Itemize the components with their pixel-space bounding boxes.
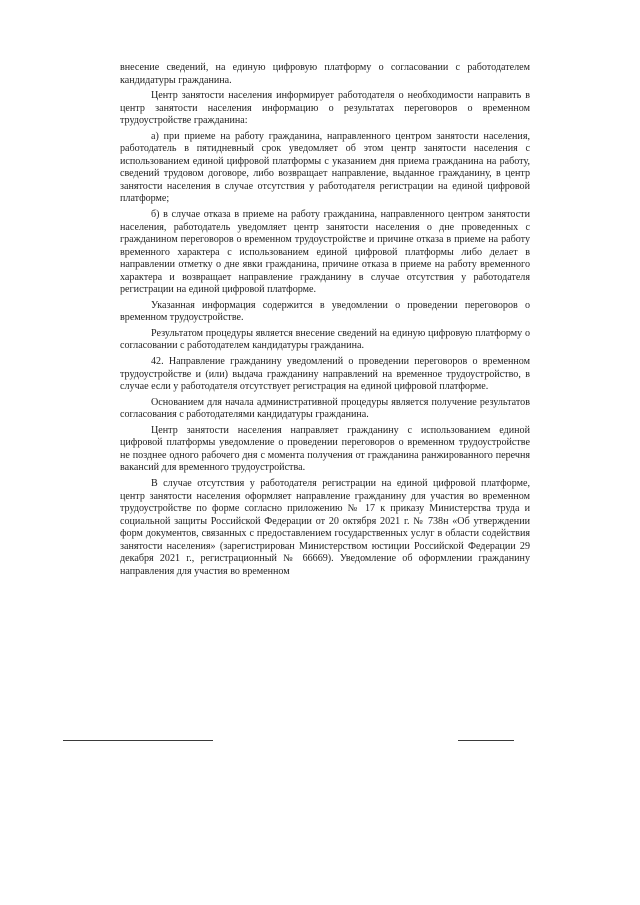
paragraph: Центр занятости населения направляет гражданину с использованием единой цифровой платформы уведомление о проведении переговоров о временном трудоустройстве не позднее одного рабочего дня с момента получения от гражданина ранжированного перечня вакансий для временного трудоустройства. xyxy=(120,424,530,474)
footer-rule-left xyxy=(63,740,213,741)
paragraph: В случае отсутствия у работодателя регистрации на единой цифровой платформе, центр занятости населения оформляет направление гражданину для участия во временном трудоустройстве по форме согласно приложению № 17 к приказу Министерства труда и социальной защиты Российской Федерации от 20 октября 2021 г. № 738н «Об утверждении форм документов, связанных с предоставлением государственных услуг в области содействия занятости населения» (зарегистрирован Министерством юстиции Российской Федерации 29 декабря 2021 г., регистрационный № 66669). Уведомление об оформлении гражданину направления для участия во временном xyxy=(120,477,530,577)
footer-rule-right xyxy=(458,740,514,741)
paragraph: Центр занятости населения информирует работодателя о необходимости направить в центр занятости населения информацию о результатах переговоров о временном трудоустройстве гражданина: xyxy=(120,90,530,127)
paragraph: Результатом процедуры является внесение сведений на единую цифровую платформу о согласовании с работодателем кандидатуры гражданина. xyxy=(120,327,530,352)
paragraph: Основанием для начала административной процедуры является получение результатов согласования с работодателями кандидатуры гражданина. xyxy=(120,396,530,421)
document-body xyxy=(120,62,530,581)
paragraph: внесение сведений, на единую цифровую платформу о согласовании с работодателем кандидатуры гражданина. xyxy=(120,62,530,86)
paragraph: 42. Направление гражданину уведомлений о проведении переговоров о временном трудоустройстве и (или) выдача гражданину направлений на временное трудоустройство, в случае если у работодателя отсутствует регистрация на единой цифровой платформе. xyxy=(120,356,530,393)
paragraph: б) в случае отказа в приеме на работу гражданина, направленного центром занятости населения, работодатель уведомляет центр занятости населения о дне проведенных с гражданином переговоров о временном трудоустройстве и причине отказа в приеме на работу временного характера с использованием единой цифровой платформы либо делает в направлении отметку о дне явки гражданина, причине отказа в приеме на работу временного характера и возвращает направление гражданину в случае отсутствия у работодателя регистрации на единой цифровой платформе. xyxy=(120,209,530,296)
paragraph: Указанная информация содержится в уведомлении о проведении переговоров о временном трудоустройстве. xyxy=(120,299,530,324)
paragraph: а) при приеме на работу гражданина, направленного центром занятости населения, работодатель в пятидневный срок уведомляет об этом центр занятости населения с использованием единой цифровой платформы с указанием дня приема гражданина на работу, сведений трудовом договоре, либо возвращает направление, выданное гражданину, в центр занятости населения в случае отсутствия у работодателя регистрации на единой цифровой платформе; xyxy=(120,130,530,205)
